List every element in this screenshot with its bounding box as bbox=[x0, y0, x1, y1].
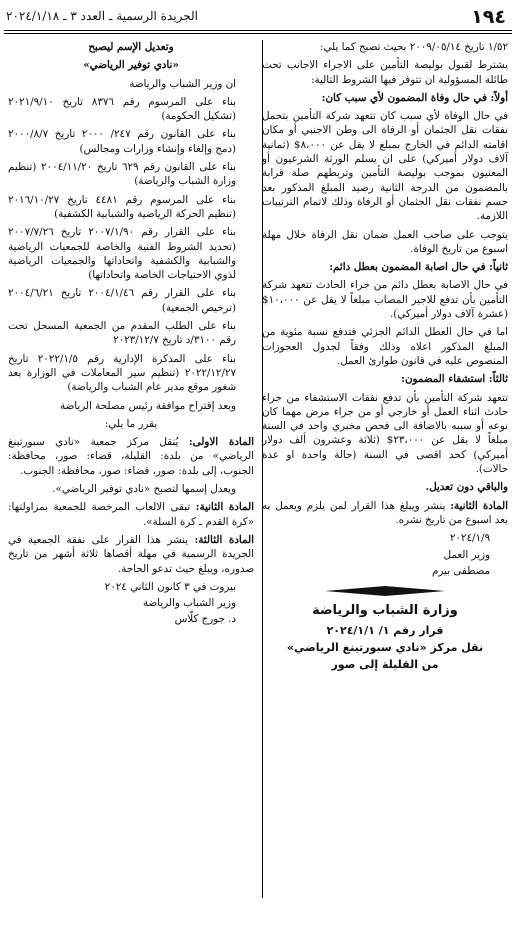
basis-item: بناء على الطلب المقدم من الجمعية المسجل تحت رقم ٣١٠٠/د تاريخ ٢٠٢٣/١٢/٧ bbox=[8, 320, 236, 347]
article-text: يُنقل مركز جمعية «نادي سبورتينغ الرياضي» من بلدة: القليلة، قضاء: صور، محافظة: الجنوب، إلى بلدة: صور، قضاء: صور، محافظة: الجنوب. bbox=[8, 436, 254, 477]
section-heading: والباقي دون تعديل. bbox=[425, 481, 508, 494]
basis-item: بناء على المرسوم رقم ٤٤٨١ تاريخ ٢٠١٦/١٠/٢٧ (تنظيم الحركة الرياضية والشبابية الكشفية) bbox=[8, 193, 236, 220]
paragraph: في حال الاصابة بعطل دائم من جراء الحادث تتعهد شركة التأمين بأن تدفع للاجير المصاب مبلغاً لا يقل عن ١٠،٠٠٠$ (عشرة آلاف دولار أميركي). bbox=[262, 279, 508, 321]
decision-subject-2: من القليلة إلى صور bbox=[331, 658, 439, 672]
article-paragraph bbox=[8, 500, 254, 529]
section-heading: أولاً: في حال وفاة المضمون لأي سبب كان: bbox=[321, 91, 508, 104]
signature-title: وزير الشباب والرياضة bbox=[142, 597, 236, 610]
article-paragraph bbox=[262, 499, 508, 528]
header-rule bbox=[4, 30, 512, 31]
article-label: المادة الثانية: bbox=[450, 499, 508, 512]
decides-heading: يقرر ما يلي: bbox=[104, 417, 158, 430]
signature-place: بيروت في ٣ كانون الثاني ٢٠٢٤ bbox=[104, 580, 236, 593]
signature-name: د. جورج كلّاس bbox=[174, 613, 236, 626]
decision-title-name: «نادي توفير الرياضي» bbox=[83, 59, 179, 72]
article-paragraph bbox=[8, 533, 254, 576]
paragraph: يشترط لقبول بوليصة التأمين على الاجراء الاجانب تحت طائلة المسؤولية ان تتوفر فيها الشروط التالية: bbox=[262, 59, 508, 86]
signature-block bbox=[8, 580, 254, 627]
paragraph: اما في حال العطل الدائم الجزئي فتدفع نسبة مئوية من المبلغ المذكور اعلاه وذلك وفقاً لجدول العجوزات المنصوص عليه في قانون طوارئ العمل. bbox=[262, 326, 508, 367]
decision-subject: نقل مركز «نادي سبورتينغ الرياضي» bbox=[286, 641, 484, 655]
signature-date: ٢٠٢٤/١/٩ bbox=[449, 532, 490, 545]
decision-number: قرار رقم ١/ ٢٠٢٤/١/١ bbox=[326, 624, 444, 638]
left-column bbox=[8, 40, 254, 629]
section-heading: ثالثاً: استشفاء المضمون: bbox=[401, 373, 508, 386]
article-label: المادة الاولى: bbox=[188, 436, 254, 449]
signature-name: مصطفى بيرم bbox=[432, 564, 490, 577]
basis-item: بناء على المرسوم رقم ٨٣٧٦ تاريخ ٢٠٢١/٩/١٠ (تشكيل الحكومة) bbox=[8, 95, 236, 123]
article-text: ينشر هذا القرار على نفقة الجمعية في الجريدة الرسمية في مهلة أقصاها ثلاثة أشهر من تاريخ صدوره، ويبلغ حيث تدعو الحاجة. bbox=[8, 533, 254, 575]
signature-title: وزير العمل bbox=[443, 548, 490, 561]
gazette-title: الجريدة الرسمية ـ العدد ٣ ـ ٢٠٢٤/١/١٨ bbox=[6, 9, 198, 23]
basis-item: بناء على القرار رقم ٢٠٠٧/١/٩٠ تاريخ ٢٠٠٧/٧/٢٦ (تحديد الشروط الفنية والخاصة للجمعيات الرياضية والشبابية والكشفية واتحاداتها والجمعيات الرياضية لذوي الاحتياجات الخاصة واتحاداتها) bbox=[8, 226, 236, 282]
basis-item: بناء على المذكرة الإدارية رقم ٢٠٢٢/١/٥ تاريخ ٢٠٢٢/١٢/٢٧ (تنظيم سير المعاملات في الوزارة بعد شغور موقع مدير عام الشباب والرياضة) bbox=[8, 352, 237, 394]
paragraph: ان وزير الشباب والرياضة bbox=[129, 77, 236, 90]
paragraph: ويعدل إسمها لتصبح «نادي توفير الرياضي». bbox=[52, 483, 236, 496]
ministry-title: وزارة الشباب والرياضة bbox=[312, 603, 458, 619]
paragraph: تتعهد شركة التأمين بأن تدفع نفقات الاستشفاء من جراء حادث اثناء العمل أو خارجي أو من جراء مرض مهما كان نوعه أو سببه بالاضافة الى فحص مخبري واحد في السنة مبلغاً لا يقل عن ٢٣،٠٠٠$ (ثلاثة وعشرون ألف دولار أميركي) كحد اقصى في السنة (حالة واحدة او عدة حالات). bbox=[262, 391, 508, 476]
right-column bbox=[262, 40, 508, 673]
article-label: المادة الثالثة: bbox=[194, 533, 254, 546]
basis-item: بناء على القانون رقم ٦٢٩ تاريخ ٢٠٠٤/١١/٢٠ (تنظيم وزارة الشباب والرياضة) bbox=[8, 161, 236, 188]
basis-item: وبعد إقتراح موافقة رئيس مصلحة الرياضة bbox=[59, 399, 236, 412]
article-label: المادة الثانية: bbox=[195, 501, 254, 514]
page-header bbox=[0, 0, 516, 34]
header-rule-double bbox=[4, 33, 512, 34]
page-number: ١٩٤ bbox=[471, 6, 506, 28]
section-heading: ثانياً: في حال اصابة المضمون بعطل دائم: bbox=[329, 261, 508, 274]
decision-title: وتعديل الإسم ليصبح bbox=[88, 41, 174, 53]
basis-item: بناء على القانون رقم ٢٤٧/ ٢٠٠٠ تاريخ ٢٠٠٠/٨/٧ (دمج وإلغاء وإنشاء وزارات ومجالس) bbox=[8, 128, 236, 155]
signature-block bbox=[262, 531, 508, 578]
diamond-separator-icon bbox=[325, 586, 445, 596]
basis-item: بناء على القرار رقم ٢٠٠٤/١/٤٦ تاريخ ٢٠٠٤/٦/٢١ (ترخيص الجمعية) bbox=[8, 287, 236, 314]
article-text: ينشر ويبلغ هذا القرار لمن يلزم ويعمل به بعد اسبوع من تاريخ نشره. bbox=[262, 499, 508, 526]
paragraph: يتوجب على صاحب العمل ضمان نقل الرفاة خلال مهلة اسبوع من تاريخ الوفاة. bbox=[262, 228, 508, 255]
article-text: تبقى الالعاب المرخصة للجمعية بمزاولتها: «كرة القدم ـ كرة السلة». bbox=[8, 501, 254, 528]
paragraph: في حال الوفاة لأي سبب كان تتعهد شركة التأمين بتحمل نفقات نقل الجثمان أو الرفاة الى وطن الاجنبي أو مكان اقامته الدائم في الخارج بمبلغ لا يقل عن ٨،٠٠٠$ (ثمانية آلاف دولار أميركي) على ان يسلم الورثة الشرعيون أو المعنيون بموجب بوليصة التأمين وتربطهم صلة قرابة بالمضمون من الدرجة الثانية رصيد المبلغ المذكور بعد حسم نفقات نقل الجثمان أو الرفاة وذلك لاتمام الترتيبات اللازمة. bbox=[262, 110, 508, 223]
paragraph: ١/٥٢ تاريخ ٢٠٠٩/٠٥/١٤ بحيث تصبح كما يلي: bbox=[320, 41, 508, 53]
article-paragraph bbox=[8, 435, 254, 478]
